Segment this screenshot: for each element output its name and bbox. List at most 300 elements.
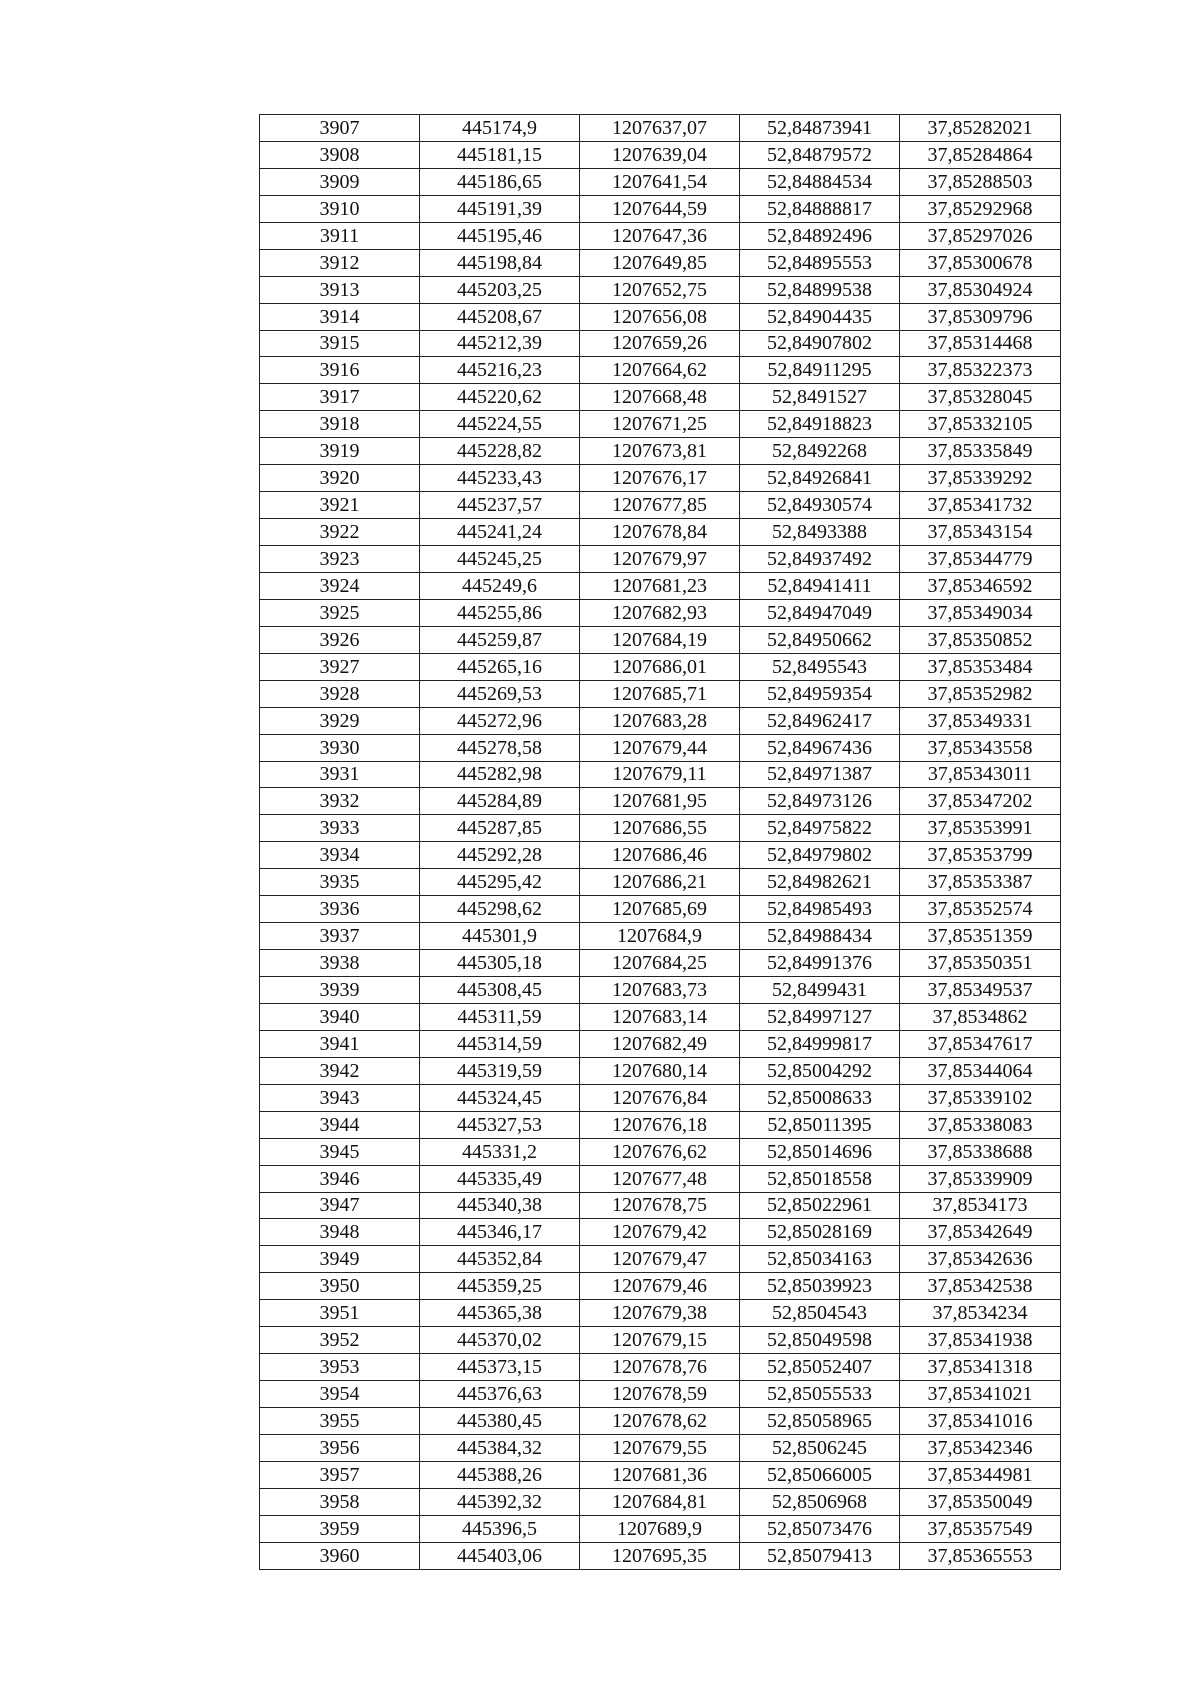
- y-coordinate-cell: 1207679,97: [580, 546, 740, 573]
- longitude-cell: 37,85343154: [900, 519, 1061, 546]
- latitude-cell: 52,8493388: [740, 519, 900, 546]
- table-row: [260, 1542, 1061, 1569]
- point-number-cell: 3949: [260, 1246, 420, 1273]
- table-row: [260, 411, 1061, 438]
- x-coordinate-cell: 445298,62: [420, 896, 580, 923]
- x-coordinate-cell: 445331,2: [420, 1138, 580, 1165]
- y-coordinate-cell: 1207671,25: [580, 411, 740, 438]
- table-row: [260, 1192, 1061, 1219]
- table-row: [260, 1084, 1061, 1111]
- point-number-cell: 3944: [260, 1111, 420, 1138]
- table-row: [260, 546, 1061, 573]
- longitude-cell: 37,85335849: [900, 438, 1061, 465]
- y-coordinate-cell: 1207678,59: [580, 1381, 740, 1408]
- y-coordinate-cell: 1207668,48: [580, 384, 740, 411]
- point-number-cell: 3908: [260, 141, 420, 168]
- x-coordinate-cell: 445388,26: [420, 1461, 580, 1488]
- point-number-cell: 3947: [260, 1192, 420, 1219]
- latitude-cell: 52,85011395: [740, 1111, 900, 1138]
- x-coordinate-cell: 445305,18: [420, 950, 580, 977]
- table-row: [260, 195, 1061, 222]
- x-coordinate-cell: 445380,45: [420, 1408, 580, 1435]
- latitude-cell: 52,85049598: [740, 1327, 900, 1354]
- coordinates-table: [259, 114, 1061, 1570]
- point-number-cell: 3953: [260, 1354, 420, 1381]
- latitude-cell: 52,84907802: [740, 330, 900, 357]
- y-coordinate-cell: 1207679,44: [580, 734, 740, 761]
- longitude-cell: 37,85347617: [900, 1030, 1061, 1057]
- x-coordinate-cell: 445396,5: [420, 1515, 580, 1542]
- latitude-cell: 52,8495543: [740, 653, 900, 680]
- longitude-cell: 37,85309796: [900, 303, 1061, 330]
- x-coordinate-cell: 445224,55: [420, 411, 580, 438]
- latitude-cell: 52,84982621: [740, 869, 900, 896]
- longitude-cell: 37,85342346: [900, 1434, 1061, 1461]
- y-coordinate-cell: 1207679,46: [580, 1273, 740, 1300]
- point-number-cell: 3959: [260, 1515, 420, 1542]
- latitude-cell: 52,84988434: [740, 923, 900, 950]
- latitude-cell: 52,8491527: [740, 384, 900, 411]
- x-coordinate-cell: 445265,16: [420, 653, 580, 680]
- x-coordinate-cell: 445370,02: [420, 1327, 580, 1354]
- longitude-cell: 37,85353799: [900, 842, 1061, 869]
- point-number-cell: 3958: [260, 1488, 420, 1515]
- x-coordinate-cell: 445198,84: [420, 249, 580, 276]
- point-number-cell: 3943: [260, 1084, 420, 1111]
- x-coordinate-cell: 445376,63: [420, 1381, 580, 1408]
- y-coordinate-cell: 1207686,46: [580, 842, 740, 869]
- longitude-cell: 37,85341021: [900, 1381, 1061, 1408]
- longitude-cell: 37,85342636: [900, 1246, 1061, 1273]
- longitude-cell: 37,85328045: [900, 384, 1061, 411]
- point-number-cell: 3916: [260, 357, 420, 384]
- longitude-cell: 37,85339292: [900, 465, 1061, 492]
- x-coordinate-cell: 445365,38: [420, 1300, 580, 1327]
- longitude-cell: 37,8534173: [900, 1192, 1061, 1219]
- latitude-cell: 52,84979802: [740, 842, 900, 869]
- y-coordinate-cell: 1207683,14: [580, 1003, 740, 1030]
- x-coordinate-cell: 445220,62: [420, 384, 580, 411]
- latitude-cell: 52,84991376: [740, 950, 900, 977]
- latitude-cell: 52,84941411: [740, 572, 900, 599]
- point-number-cell: 3909: [260, 168, 420, 195]
- latitude-cell: 52,85055533: [740, 1381, 900, 1408]
- longitude-cell: 37,85297026: [900, 222, 1061, 249]
- longitude-cell: 37,85343011: [900, 761, 1061, 788]
- y-coordinate-cell: 1207680,14: [580, 1057, 740, 1084]
- x-coordinate-cell: 445186,65: [420, 168, 580, 195]
- longitude-cell: 37,8534234: [900, 1300, 1061, 1327]
- y-coordinate-cell: 1207689,9: [580, 1515, 740, 1542]
- y-coordinate-cell: 1207679,15: [580, 1327, 740, 1354]
- longitude-cell: 37,85342538: [900, 1273, 1061, 1300]
- table-row: [260, 1003, 1061, 1030]
- y-coordinate-cell: 1207659,26: [580, 330, 740, 357]
- longitude-cell: 37,85341732: [900, 492, 1061, 519]
- y-coordinate-cell: 1207679,47: [580, 1246, 740, 1273]
- table-row: [260, 115, 1061, 142]
- y-coordinate-cell: 1207685,71: [580, 680, 740, 707]
- point-number-cell: 3939: [260, 977, 420, 1004]
- longitude-cell: 37,85349034: [900, 599, 1061, 626]
- longitude-cell: 37,85352982: [900, 680, 1061, 707]
- latitude-cell: 52,84997127: [740, 1003, 900, 1030]
- y-coordinate-cell: 1207678,84: [580, 519, 740, 546]
- table-row: [260, 1030, 1061, 1057]
- point-number-cell: 3912: [260, 249, 420, 276]
- latitude-cell: 52,85014696: [740, 1138, 900, 1165]
- longitude-cell: 37,85352574: [900, 896, 1061, 923]
- point-number-cell: 3907: [260, 115, 420, 142]
- latitude-cell: 52,84975822: [740, 815, 900, 842]
- x-coordinate-cell: 445212,39: [420, 330, 580, 357]
- y-coordinate-cell: 1207676,62: [580, 1138, 740, 1165]
- table-row: [260, 1488, 1061, 1515]
- latitude-cell: 52,84899538: [740, 276, 900, 303]
- latitude-cell: 52,85034163: [740, 1246, 900, 1273]
- table-row: [260, 977, 1061, 1004]
- point-number-cell: 3919: [260, 438, 420, 465]
- longitude-cell: 37,85284864: [900, 141, 1061, 168]
- point-number-cell: 3935: [260, 869, 420, 896]
- x-coordinate-cell: 445255,86: [420, 599, 580, 626]
- point-number-cell: 3942: [260, 1057, 420, 1084]
- x-coordinate-cell: 445324,45: [420, 1084, 580, 1111]
- y-coordinate-cell: 1207683,73: [580, 977, 740, 1004]
- latitude-cell: 52,84930574: [740, 492, 900, 519]
- y-coordinate-cell: 1207678,75: [580, 1192, 740, 1219]
- point-number-cell: 3910: [260, 195, 420, 222]
- y-coordinate-cell: 1207686,01: [580, 653, 740, 680]
- y-coordinate-cell: 1207679,11: [580, 761, 740, 788]
- table-row: [260, 303, 1061, 330]
- point-number-cell: 3911: [260, 222, 420, 249]
- longitude-cell: 37,85353484: [900, 653, 1061, 680]
- x-coordinate-cell: 445228,82: [420, 438, 580, 465]
- y-coordinate-cell: 1207673,81: [580, 438, 740, 465]
- longitude-cell: 37,85365553: [900, 1542, 1061, 1569]
- latitude-cell: 52,8504543: [740, 1300, 900, 1327]
- y-coordinate-cell: 1207664,62: [580, 357, 740, 384]
- longitude-cell: 37,85344779: [900, 546, 1061, 573]
- latitude-cell: 52,85079413: [740, 1542, 900, 1569]
- y-coordinate-cell: 1207644,59: [580, 195, 740, 222]
- table-row: [260, 1354, 1061, 1381]
- x-coordinate-cell: 445384,32: [420, 1434, 580, 1461]
- point-number-cell: 3941: [260, 1030, 420, 1057]
- y-coordinate-cell: 1207641,54: [580, 168, 740, 195]
- longitude-cell: 37,8534862: [900, 1003, 1061, 1030]
- latitude-cell: 52,85022961: [740, 1192, 900, 1219]
- latitude-cell: 52,84962417: [740, 707, 900, 734]
- table-row: [260, 1057, 1061, 1084]
- table-row: [260, 572, 1061, 599]
- table-row: [260, 1165, 1061, 1192]
- longitude-cell: 37,85344981: [900, 1461, 1061, 1488]
- latitude-cell: 52,84971387: [740, 761, 900, 788]
- longitude-cell: 37,85341938: [900, 1327, 1061, 1354]
- latitude-cell: 52,8506968: [740, 1488, 900, 1515]
- table-row: [260, 249, 1061, 276]
- x-coordinate-cell: 445352,84: [420, 1246, 580, 1273]
- table-row: [260, 465, 1061, 492]
- point-number-cell: 3926: [260, 626, 420, 653]
- y-coordinate-cell: 1207686,21: [580, 869, 740, 896]
- y-coordinate-cell: 1207684,81: [580, 1488, 740, 1515]
- point-number-cell: 3933: [260, 815, 420, 842]
- x-coordinate-cell: 445340,38: [420, 1192, 580, 1219]
- latitude-cell: 52,85039923: [740, 1273, 900, 1300]
- table-row: [260, 869, 1061, 896]
- table-row: [260, 896, 1061, 923]
- table-row: [260, 357, 1061, 384]
- table-row: [260, 1461, 1061, 1488]
- point-number-cell: 3945: [260, 1138, 420, 1165]
- latitude-cell: 52,84950662: [740, 626, 900, 653]
- x-coordinate-cell: 445208,67: [420, 303, 580, 330]
- longitude-cell: 37,85350049: [900, 1488, 1061, 1515]
- y-coordinate-cell: 1207679,38: [580, 1300, 740, 1327]
- x-coordinate-cell: 445284,89: [420, 788, 580, 815]
- x-coordinate-cell: 445195,46: [420, 222, 580, 249]
- table-row: [260, 438, 1061, 465]
- x-coordinate-cell: 445245,25: [420, 546, 580, 573]
- point-number-cell: 3937: [260, 923, 420, 950]
- longitude-cell: 37,85332105: [900, 411, 1061, 438]
- longitude-cell: 37,85343558: [900, 734, 1061, 761]
- point-number-cell: 3948: [260, 1219, 420, 1246]
- x-coordinate-cell: 445292,28: [420, 842, 580, 869]
- longitude-cell: 37,85350351: [900, 950, 1061, 977]
- longitude-cell: 37,85304924: [900, 276, 1061, 303]
- x-coordinate-cell: 445233,43: [420, 465, 580, 492]
- point-number-cell: 3934: [260, 842, 420, 869]
- x-coordinate-cell: 445259,87: [420, 626, 580, 653]
- x-coordinate-cell: 445295,42: [420, 869, 580, 896]
- longitude-cell: 37,85322373: [900, 357, 1061, 384]
- longitude-cell: 37,85338083: [900, 1111, 1061, 1138]
- latitude-cell: 52,85018558: [740, 1165, 900, 1192]
- x-coordinate-cell: 445319,59: [420, 1057, 580, 1084]
- y-coordinate-cell: 1207686,55: [580, 815, 740, 842]
- y-coordinate-cell: 1207676,17: [580, 465, 740, 492]
- point-number-cell: 3940: [260, 1003, 420, 1030]
- longitude-cell: 37,85292968: [900, 195, 1061, 222]
- x-coordinate-cell: 445203,25: [420, 276, 580, 303]
- point-number-cell: 3914: [260, 303, 420, 330]
- longitude-cell: 37,85300678: [900, 249, 1061, 276]
- table-row: [260, 842, 1061, 869]
- y-coordinate-cell: 1207684,25: [580, 950, 740, 977]
- latitude-cell: 52,84937492: [740, 546, 900, 573]
- longitude-cell: 37,85342649: [900, 1219, 1061, 1246]
- latitude-cell: 52,84967436: [740, 734, 900, 761]
- latitude-cell: 52,84926841: [740, 465, 900, 492]
- x-coordinate-cell: 445272,96: [420, 707, 580, 734]
- x-coordinate-cell: 445346,17: [420, 1219, 580, 1246]
- longitude-cell: 37,85351359: [900, 923, 1061, 950]
- table-row: [260, 1219, 1061, 1246]
- table-row: [260, 950, 1061, 977]
- longitude-cell: 37,85357549: [900, 1515, 1061, 1542]
- table-row: [260, 1111, 1061, 1138]
- x-coordinate-cell: 445241,24: [420, 519, 580, 546]
- latitude-cell: 52,84959354: [740, 680, 900, 707]
- latitude-cell: 52,84895553: [740, 249, 900, 276]
- table-row: [260, 707, 1061, 734]
- table-row: [260, 384, 1061, 411]
- longitude-cell: 37,85338688: [900, 1138, 1061, 1165]
- latitude-cell: 52,84879572: [740, 141, 900, 168]
- x-coordinate-cell: 445278,58: [420, 734, 580, 761]
- latitude-cell: 52,85058965: [740, 1408, 900, 1435]
- x-coordinate-cell: 445191,39: [420, 195, 580, 222]
- latitude-cell: 52,85052407: [740, 1354, 900, 1381]
- point-number-cell: 3951: [260, 1300, 420, 1327]
- y-coordinate-cell: 1207684,19: [580, 626, 740, 653]
- y-coordinate-cell: 1207682,93: [580, 599, 740, 626]
- table-row: [260, 734, 1061, 761]
- table-row: [260, 276, 1061, 303]
- y-coordinate-cell: 1207639,04: [580, 141, 740, 168]
- x-coordinate-cell: 445335,49: [420, 1165, 580, 1192]
- table-row: [260, 653, 1061, 680]
- table-row: [260, 815, 1061, 842]
- x-coordinate-cell: 445403,06: [420, 1542, 580, 1569]
- table-row: [260, 1300, 1061, 1327]
- longitude-cell: 37,85349537: [900, 977, 1061, 1004]
- latitude-cell: 52,8506245: [740, 1434, 900, 1461]
- table-row: [260, 599, 1061, 626]
- point-number-cell: 3930: [260, 734, 420, 761]
- x-coordinate-cell: 445249,6: [420, 572, 580, 599]
- x-coordinate-cell: 445314,59: [420, 1030, 580, 1057]
- y-coordinate-cell: 1207682,49: [580, 1030, 740, 1057]
- point-number-cell: 3915: [260, 330, 420, 357]
- longitude-cell: 37,85350852: [900, 626, 1061, 653]
- longitude-cell: 37,85344064: [900, 1057, 1061, 1084]
- latitude-cell: 52,84999817: [740, 1030, 900, 1057]
- longitude-cell: 37,85349331: [900, 707, 1061, 734]
- point-number-cell: 3956: [260, 1434, 420, 1461]
- table-row: [260, 222, 1061, 249]
- point-number-cell: 3925: [260, 599, 420, 626]
- table-row: [260, 626, 1061, 653]
- x-coordinate-cell: 445174,9: [420, 115, 580, 142]
- x-coordinate-cell: 445269,53: [420, 680, 580, 707]
- point-number-cell: 3938: [260, 950, 420, 977]
- point-number-cell: 3952: [260, 1327, 420, 1354]
- point-number-cell: 3929: [260, 707, 420, 734]
- table-row: [260, 680, 1061, 707]
- longitude-cell: 37,85346592: [900, 572, 1061, 599]
- point-number-cell: 3960: [260, 1542, 420, 1569]
- y-coordinate-cell: 1207684,9: [580, 923, 740, 950]
- table-row: [260, 1515, 1061, 1542]
- longitude-cell: 37,85339102: [900, 1084, 1061, 1111]
- longitude-cell: 37,85314468: [900, 330, 1061, 357]
- x-coordinate-cell: 445359,25: [420, 1273, 580, 1300]
- longitude-cell: 37,85347202: [900, 788, 1061, 815]
- y-coordinate-cell: 1207677,85: [580, 492, 740, 519]
- point-number-cell: 3928: [260, 680, 420, 707]
- x-coordinate-cell: 445181,15: [420, 141, 580, 168]
- y-coordinate-cell: 1207637,07: [580, 115, 740, 142]
- table-row: [260, 330, 1061, 357]
- y-coordinate-cell: 1207681,23: [580, 572, 740, 599]
- y-coordinate-cell: 1207677,48: [580, 1165, 740, 1192]
- y-coordinate-cell: 1207695,35: [580, 1542, 740, 1569]
- longitude-cell: 37,85353387: [900, 869, 1061, 896]
- longitude-cell: 37,85341318: [900, 1354, 1061, 1381]
- y-coordinate-cell: 1207681,95: [580, 788, 740, 815]
- x-coordinate-cell: 445301,9: [420, 923, 580, 950]
- point-number-cell: 3924: [260, 572, 420, 599]
- y-coordinate-cell: 1207683,28: [580, 707, 740, 734]
- y-coordinate-cell: 1207678,62: [580, 1408, 740, 1435]
- point-number-cell: 3922: [260, 519, 420, 546]
- latitude-cell: 52,84888817: [740, 195, 900, 222]
- latitude-cell: 52,84973126: [740, 788, 900, 815]
- latitude-cell: 52,8492268: [740, 438, 900, 465]
- point-number-cell: 3931: [260, 761, 420, 788]
- x-coordinate-cell: 445392,32: [420, 1488, 580, 1515]
- table-row: [260, 923, 1061, 950]
- x-coordinate-cell: 445308,45: [420, 977, 580, 1004]
- longitude-cell: 37,85341016: [900, 1408, 1061, 1435]
- latitude-cell: 52,84911295: [740, 357, 900, 384]
- point-number-cell: 3913: [260, 276, 420, 303]
- latitude-cell: 52,8499431: [740, 977, 900, 1004]
- x-coordinate-cell: 445287,85: [420, 815, 580, 842]
- latitude-cell: 52,84985493: [740, 896, 900, 923]
- longitude-cell: 37,85288503: [900, 168, 1061, 195]
- latitude-cell: 52,84918823: [740, 411, 900, 438]
- table-row: [260, 1434, 1061, 1461]
- point-number-cell: 3936: [260, 896, 420, 923]
- table-row: [260, 168, 1061, 195]
- latitude-cell: 52,85028169: [740, 1219, 900, 1246]
- point-number-cell: 3927: [260, 653, 420, 680]
- coordinates-table-body: [260, 115, 1061, 1570]
- table-row: [260, 761, 1061, 788]
- x-coordinate-cell: 445282,98: [420, 761, 580, 788]
- latitude-cell: 52,84884534: [740, 168, 900, 195]
- table-row: [260, 1327, 1061, 1354]
- y-coordinate-cell: 1207656,08: [580, 303, 740, 330]
- latitude-cell: 52,84904435: [740, 303, 900, 330]
- y-coordinate-cell: 1207652,75: [580, 276, 740, 303]
- table-row: [260, 1246, 1061, 1273]
- point-number-cell: 3957: [260, 1461, 420, 1488]
- point-number-cell: 3923: [260, 546, 420, 573]
- table-row: [260, 141, 1061, 168]
- longitude-cell: 37,85282021: [900, 115, 1061, 142]
- latitude-cell: 52,85073476: [740, 1515, 900, 1542]
- latitude-cell: 52,85004292: [740, 1057, 900, 1084]
- y-coordinate-cell: 1207681,36: [580, 1461, 740, 1488]
- point-number-cell: 3932: [260, 788, 420, 815]
- point-number-cell: 3946: [260, 1165, 420, 1192]
- longitude-cell: 37,85353991: [900, 815, 1061, 842]
- point-number-cell: 3955: [260, 1408, 420, 1435]
- table-row: [260, 788, 1061, 815]
- latitude-cell: 52,85008633: [740, 1084, 900, 1111]
- table-row: [260, 519, 1061, 546]
- point-number-cell: 3920: [260, 465, 420, 492]
- longitude-cell: 37,85339909: [900, 1165, 1061, 1192]
- y-coordinate-cell: 1207647,36: [580, 222, 740, 249]
